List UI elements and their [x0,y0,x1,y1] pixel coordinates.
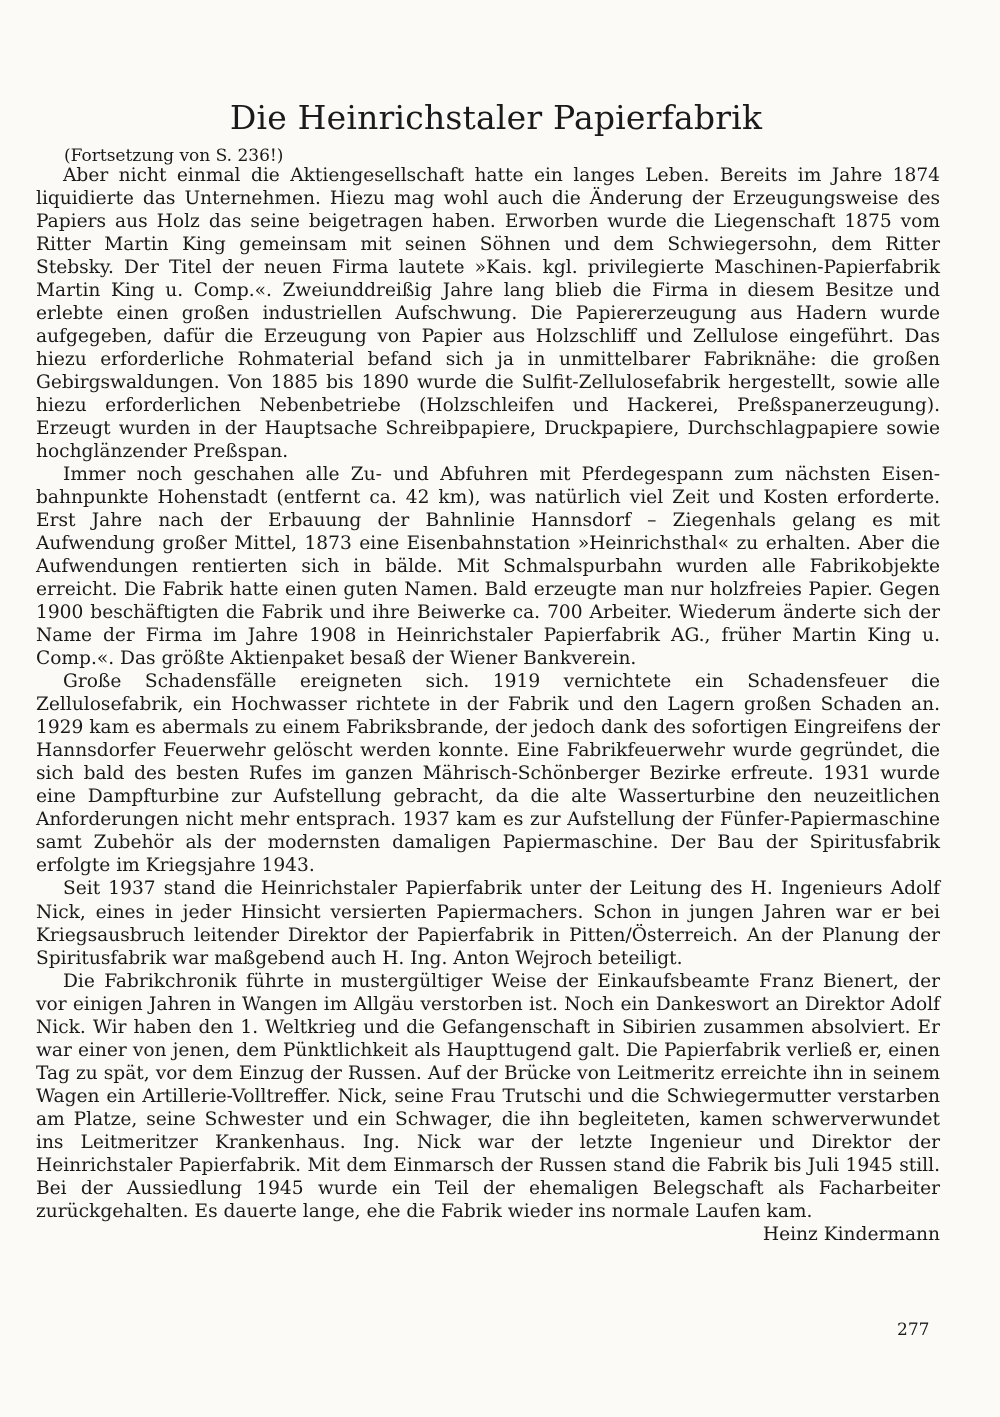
paragraph-5 [36,970,940,1245]
paragraph-1: Aber nicht einmal die Aktiengesellschaft hatte ein langes Leben. Bereits im Jahre 1874 liquidierte das Unternehmen. Hiezu mag wohl auch die Änderung der Erzeugungsweise des Papiers aus Holz das seine beigetragen haben. Erworben wurde die Liegenschaft 1875 vom Ritter Martin King gemeinsam mit seinen Söhnen und dem Schwiegersohn, dem Ritter Stebsky. Der Titel der neuen Firma lautete »Kais. kgl. privilegierte Maschinen-Papierfabrik Martin King u. Comp.«. Zweiunddreißig Jahre lang blieb die Firma in diesem Besitze und erlebte einen großen industriellen Aufschwung. Die Papiererzeugung aus Hadern wurde aufgegeben, dafür die Erzeugung von Papier aus Holzschliff und Zellulose eingeführt. Das hiezu erforderliche Rohmaterial befand sich ja in unmittelbarer Fabriknähe: die großen Gebirgswaldungen. Von 1885 bis 1890 wurde die Sulfit-Zellulosefabrik hergestellt, sowie alle hiezu erforderlichen Nebenbetriebe (Holzschleifen und Hackerei, Preßspanerzeugung). Erzeugt wurden in der Hauptsache Schreibpapiere, Druckpapiere, Durchschlagpapiere sowie hochglänzender Preßspan. [36,165,940,463]
author-signature: Heinz Kindermann [762,1223,940,1245]
continuation-note: (Fortsetzung von S. 236!) [64,146,284,166]
page-number: 277 [897,1320,930,1340]
paragraph-3: Große Schadensfälle ereigneten sich. 1919 vernichtete ein Schadensfeuer die Zellulosefabrik, ein Hochwasser richtete in der Fabrik und den Lagern großen Schaden an. 1929 kam es abermals zu einem Fabriksbrande, der jedoch dank des sofortigen Eingreifens der Hannsdorfer Feuerwehr gelöscht werden konnte. Eine Fabrikfeuerwehr wurde gegründet, die sich bald des besten Rufes im ganzen Mährisch-Schönberger Bezirke erfreute. 1931 wurde eine Dampfturbine zur Aufstellung gebracht, da die alte Wasserturbine den neuzeitlichen Anforderungen nicht mehr entsprach. 1937 kam es zur Aufstellung der Fünfer-Papiermaschine samt Zubehör als der modernsten damaligen Papiermaschine. Der Bau der Spiritusfabrik erfolgte im Kriegsjahre 1943. [36,671,940,877]
article-title: Die Heinrichstaler Papierfabrik [229,98,763,137]
article-body [36,164,940,1246]
paragraph-4: Seit 1937 stand die Heinrichstaler Papierfabrik unter der Leitung des H. Ingenieurs Adolf Nick, eines in jeder Hinsicht versierten Papiermachers. Schon in jungen Jahren war er bei Kriegsausbruch leitender Direktor der Papierfabrik in Pitten/Österreich. An der Planung der Spiritusfabrik war maßgebend auch H. Ing. Anton Wejroch beteiligt. [36,878,940,969]
paragraph-2: Immer noch geschahen alle Zu- und Abfuhren mit Pferdegespann zum nächsten Eisenbahnpunkte Hohenstadt (entfernt ca. 42 km), was natürlich viel Zeit und Kosten erforderte. Erst Jahre nach der Erbauung der Bahnlinie Hannsdorf – Ziegenhals gelang es mit Aufwendung großer Mittel, 1873 eine Eisenbahnstation »Heinrichsthal« zu erhalten. Aber die Aufwendungen rentierten sich in bälde. Mit Schmalspurbahn wurden alle Fabrikobjekte erreicht. Die Fabrik hatte einen guten Namen. Bald erzeugte man nur holzfreies Papier. Gegen 1900 beschäftigten die Fabrik und ihre Beiwerke ca. 700 Arbeiter. Wiederum änderte sich der Name der Firma im Jahre 1908 in Heinrichstaler Papierfabrik AG., früher Martin King u. Comp.«. Das größte Aktienpaket besaß der Wiener Bankverein. [36,464,940,670]
paragraph-5-text: Die Fabrikchronik führte in mustergültiger Weise der Einkaufsbeamte Franz Bienert, der vor einigen Jahren in Wangen im Allgäu verstorben ist. Noch ein Dankeswort an Direktor Adolf Nick. Wir haben den 1. Weltkrieg und die Gefangenschaft in Sibirien zusammen absolviert. Er war einer von jenen, dem Pünktlichkeit als Haupttugend galt. Die Papierfabrik verließ er, einen Tag zu spät, vor dem Einzug der Russen. Auf der Brücke von Leitmeritz erreichte ihn in seinem Wagen ein Artillerie-Volltreffer. Nick, seine Frau Trutschi und die Schwiegermutter verstarben am Platze, seine Schwester und ein Schwager, die ihn begleiteten, kamen schwerverwundet ins Leitmeritzer Krankenhaus. Ing. Nick war der letzte Ingenieur und Direktor der Heinrichstaler Papierfabrik. Mit dem Einmarsch der Russen stand die Fabrik bis Juli 1945 still. Bei der Aussiedlung 1945 wurde ein Teil der ehemaligen Belegschaft als Facharbeiter zurückgehalten. Es dauerte lange, ehe die Fabrik wieder ins normale Laufen kam. [36,970,940,1222]
